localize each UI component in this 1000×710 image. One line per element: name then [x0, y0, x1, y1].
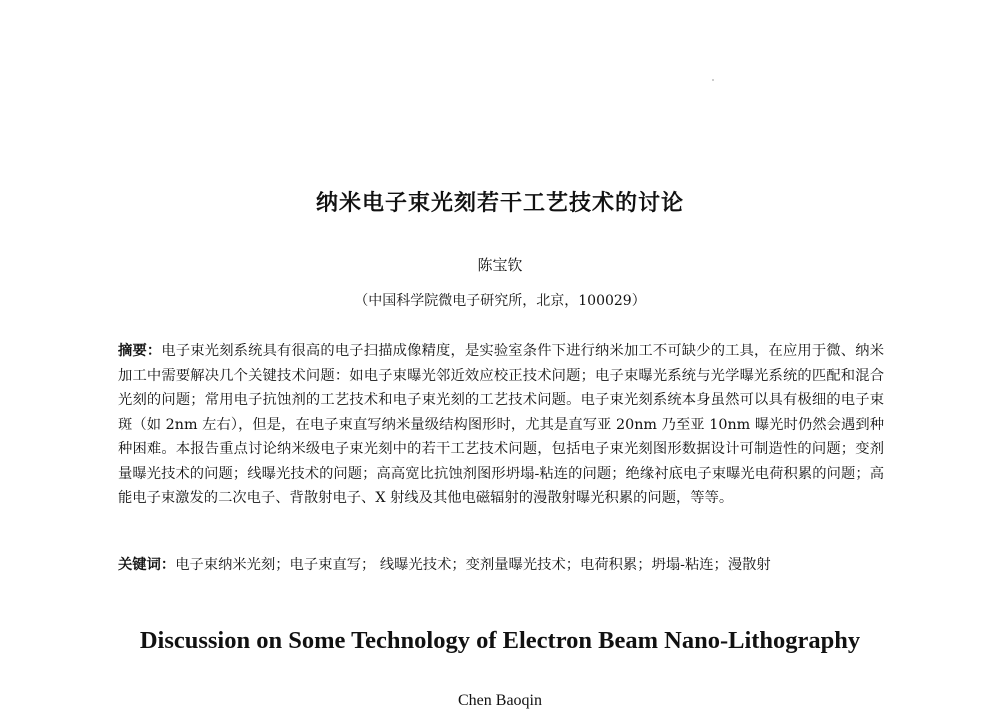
keywords-label: 关键词：	[118, 557, 176, 573]
chinese-title: 纳米电子束光刻若干工艺技术的讨论	[315, 190, 684, 216]
keywords-line	[118, 553, 898, 577]
abstract-text: 电子束光刻系统具有很高的电子扫描成像精度，是实验室条件下进行纳米加工不可缺少的工具，在应用于微、纳米加工中需要解决几个关键技术问题：如电子束曝光邻近效应校正技术问题；电子束曝光系统与光学曝光系统的匹配和混合光刻的问题；常用电子抗蚀剂的工艺技术和电子束光刻的工艺技术问题。电子束光刻系统本身虽然可以具有极细的电子束斑（如 2nm 左右），但是，在电子束直写纳米量级结构图形时，尤其是直写亚 20nm 乃至亚 10nm 曝光时仍然会遇到种种困难。本报告重点讨论纳米级电子束光刻中的若干工艺技术问题，包括电子束光刻图形数据设计可制造性的问题；变剂量曝光技术的问题；线曝光技术的问题；高高宽比抗蚀剂图形坍塌-粘连的问题；绝缘衬底电子束曝光电荷积累的问题；高能电子束激发的二次电子、背散射电子、X 射线及其他电磁辐射的漫散射曝光积累的问题，等等。	[118, 343, 885, 506]
abstract-paragraph	[118, 339, 884, 511]
abstract-label: 摘要：	[118, 343, 162, 359]
chinese-affiliation: （中国科学院微电子研究所，北京，100029）	[354, 293, 646, 309]
chinese-author: 陈宝钦	[477, 256, 523, 274]
english-author: Chen Baoqin	[458, 692, 542, 709]
scan-speck	[712, 79, 714, 81]
english-title: Discussion on Some Technology of Electron Beam Nano-Lithography	[139, 627, 861, 654]
keywords-text: 电子束纳米光刻；电子束直写； 线曝光技术；变剂量曝光技术；电荷积累；坍塌-粘连；漫散射	[175, 557, 771, 573]
